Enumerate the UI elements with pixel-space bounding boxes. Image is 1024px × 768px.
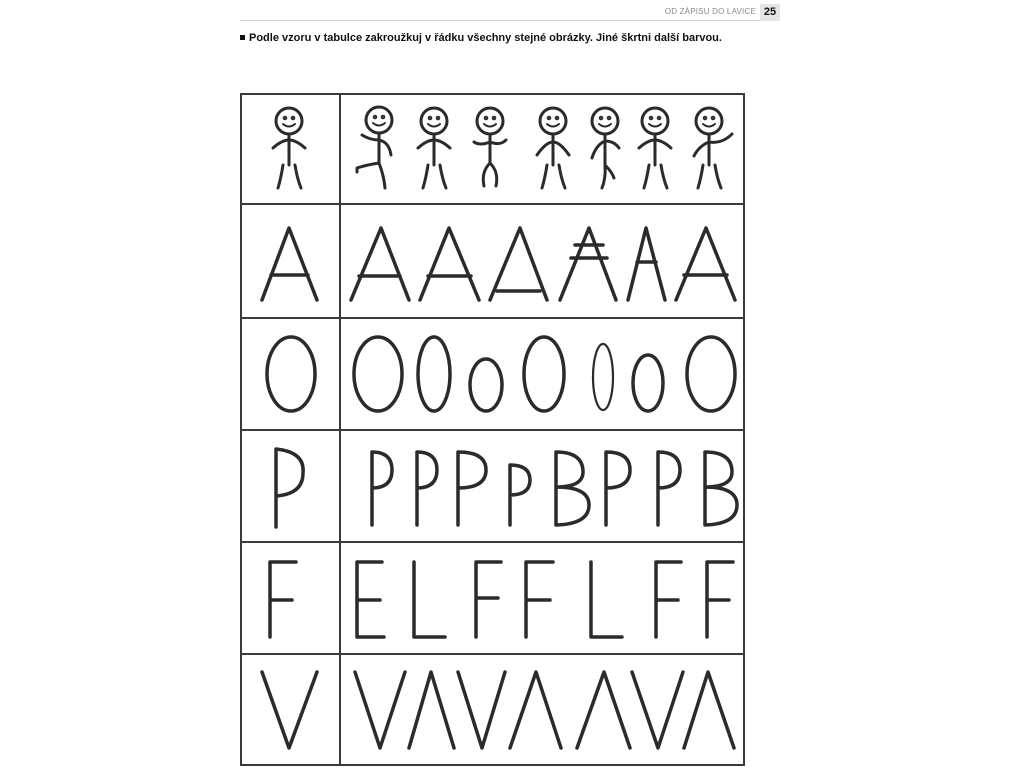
row-letter-p — [276, 449, 737, 527]
pattern-figure — [273, 108, 305, 188]
letter-a-double-bar — [560, 228, 616, 300]
letter-e — [357, 562, 384, 637]
row-letter-o — [267, 337, 735, 411]
letter-o — [633, 355, 663, 411]
letter-o — [354, 337, 402, 411]
letter-f — [526, 562, 553, 637]
letter-a — [490, 228, 547, 300]
book-title: OD ZÁPISU DO LAVICE — [664, 7, 756, 16]
figure-kick-right — [592, 108, 619, 188]
letter-o — [593, 344, 613, 410]
letter-lambda — [409, 672, 454, 748]
letter-f — [656, 562, 681, 637]
letter-v — [458, 672, 505, 748]
letter-o — [418, 337, 450, 411]
letter-lambda — [510, 672, 561, 748]
pattern-letter-a — [262, 228, 317, 300]
row-letter-a — [262, 228, 735, 300]
letter-v — [632, 672, 683, 748]
letter-p — [606, 452, 630, 525]
letter-p — [417, 452, 437, 525]
letter-lambda — [577, 672, 630, 748]
figure-arm-raised — [694, 108, 732, 188]
letter-p — [510, 465, 530, 525]
figure-standard — [418, 108, 450, 188]
letter-a — [676, 228, 735, 300]
letter-l — [591, 562, 622, 637]
figure-standard — [639, 108, 671, 188]
pattern-letter-f — [270, 562, 296, 637]
figure-standard — [537, 108, 569, 188]
letter-p — [458, 452, 486, 525]
pattern-letter-p — [276, 449, 303, 527]
pattern-letter-o — [267, 337, 315, 411]
letter-lambda — [684, 672, 734, 748]
row-letter-v — [262, 672, 734, 748]
letter-l — [414, 562, 445, 637]
page-number: 25 — [760, 4, 780, 21]
letter-f — [707, 562, 733, 637]
figure-kick-left — [357, 107, 392, 188]
row-figures — [273, 107, 732, 188]
pattern-letter-v — [262, 672, 317, 748]
letter-a — [420, 228, 479, 300]
letter-p — [372, 452, 392, 525]
letter-p — [658, 452, 680, 525]
letter-b — [556, 452, 589, 525]
letter-o — [470, 359, 502, 411]
letter-a — [351, 228, 409, 300]
letter-o — [687, 337, 735, 411]
instruction-text: Podle vzoru v tabulce zakroužkuj v řádku všechny stejné obrázky. Jiné škrtni další barvou. — [249, 32, 722, 44]
figure-dancing — [474, 108, 506, 186]
letter-o — [524, 337, 564, 411]
letter-b — [705, 452, 737, 525]
letter-v — [355, 672, 405, 748]
letter-a-narrow — [628, 228, 665, 300]
table-grid — [241, 94, 744, 765]
letter-f — [476, 562, 501, 637]
